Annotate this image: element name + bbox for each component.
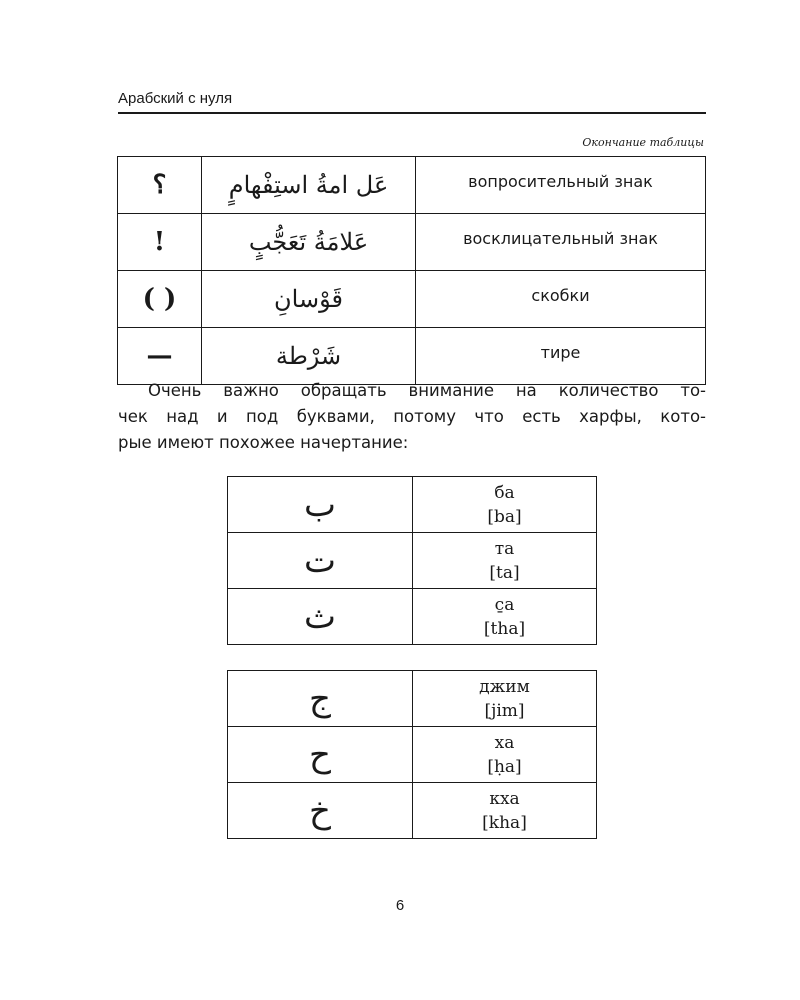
arabic-term: قَوْسانِ bbox=[202, 271, 416, 328]
punctuation-symbol: ؟ bbox=[118, 157, 202, 214]
letter-name: ха bbox=[494, 732, 515, 753]
table-row bbox=[118, 214, 706, 271]
russian-term: восклицательный знак bbox=[416, 214, 706, 271]
table-row bbox=[228, 477, 597, 533]
page-number: 6 bbox=[395, 897, 405, 914]
punctuation-table bbox=[117, 156, 706, 385]
letter-name-cell bbox=[413, 727, 597, 783]
arabic-letter: ج bbox=[228, 671, 413, 727]
arabic-letter: خ bbox=[228, 783, 413, 839]
table-caption: Окончание таблицы bbox=[582, 136, 704, 149]
letter-name-cell bbox=[413, 533, 597, 589]
letter-name-cell bbox=[413, 477, 597, 533]
body-paragraph bbox=[118, 378, 706, 456]
arabic-letter: ح bbox=[228, 727, 413, 783]
table-row bbox=[228, 533, 597, 589]
letter-transliteration: [ba] bbox=[487, 506, 522, 527]
header-rule bbox=[118, 112, 706, 114]
letter-transliteration: [jim] bbox=[484, 700, 525, 721]
arabic-term: عَلامَةُ تَعَجُّبٍ bbox=[202, 214, 416, 271]
letter-name-cell bbox=[413, 589, 597, 645]
arabic-letter: ث bbox=[228, 589, 413, 645]
letter-name-cell bbox=[413, 783, 597, 839]
russian-term: вопросительный знак bbox=[416, 157, 706, 214]
paragraph-line: чек над и под буквами, потому что есть харфы, кото- bbox=[118, 407, 706, 426]
russian-term: тире bbox=[416, 328, 706, 385]
table-row bbox=[228, 783, 597, 839]
punctuation-symbol: ! bbox=[118, 214, 202, 271]
table-row bbox=[228, 671, 597, 727]
arabic-term: عَل امةُ استِفْهامٍ bbox=[202, 157, 416, 214]
letter-transliteration: [kha] bbox=[482, 812, 527, 833]
letter-transliteration: [ta] bbox=[489, 562, 520, 583]
table-row bbox=[118, 157, 706, 214]
table-row bbox=[228, 727, 597, 783]
letter-name: ба bbox=[494, 482, 515, 503]
arabic-letter: ت bbox=[228, 533, 413, 589]
table-row bbox=[118, 328, 706, 385]
letter-name: джим bbox=[479, 676, 530, 697]
paragraph-line: рые имеют похожее начертание: bbox=[118, 433, 409, 452]
letter-name: с̱а bbox=[494, 594, 515, 615]
letter-name-cell bbox=[413, 671, 597, 727]
arabic-term: شَرْطة bbox=[202, 328, 416, 385]
letter-transliteration: [ḥa] bbox=[487, 756, 522, 777]
punctuation-symbol: — bbox=[118, 328, 202, 385]
table-row bbox=[228, 589, 597, 645]
arabic-letter: ب bbox=[228, 477, 413, 533]
letter-name: кха bbox=[489, 788, 520, 809]
letters-table-jim-group bbox=[227, 670, 597, 839]
letter-transliteration: [tha] bbox=[483, 618, 526, 639]
paragraph-line: Очень важно обращать внимание на количество то- bbox=[148, 381, 706, 400]
russian-term: скобки bbox=[416, 271, 706, 328]
punctuation-symbol: ( ) bbox=[118, 271, 202, 328]
letter-name: та bbox=[494, 538, 515, 559]
running-title: Арабский с нуля bbox=[118, 90, 233, 107]
table-row bbox=[118, 271, 706, 328]
letters-table-ba-group bbox=[227, 476, 597, 645]
